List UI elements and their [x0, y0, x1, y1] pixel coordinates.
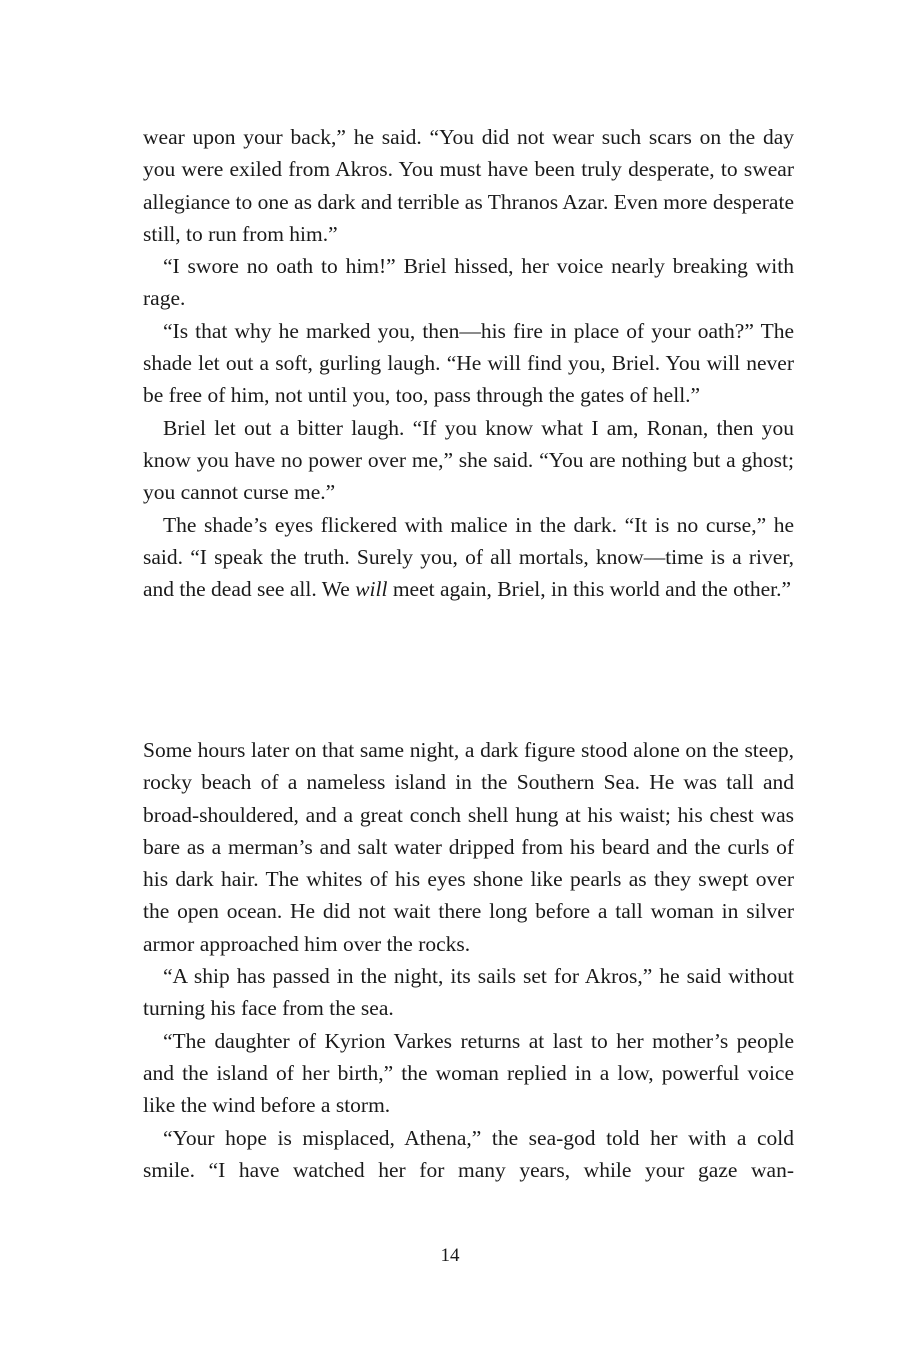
paragraph: “The daughter of Kyrion Varkes returns at last to her mother’s people and the island of her birth,” the woman replied in a low, powerful voice like the wind before a storm.: [143, 1028, 794, 1118]
paragraph: Briel let out a bitter laugh. “If you know what I am, Ronan, then you know you have no power over me,” she said. “You are nothing but a ghost; you cannot curse me.”: [143, 415, 794, 505]
paragraph: wear upon your back,” he said. “You did not wear such scars on the day you were exiled from Akros. You must have been truly desperate, to swear allegiance to one as dark and terrible as Thranos Azar. Even more desperate still, to run from him.”: [143, 125, 794, 246]
paragraph: “A ship has passed in the night, its sails set for Akros,” he said without turning his face from the sea.: [143, 964, 794, 1021]
paragraph: “Your hope is misplaced, Athena,” the sea-god told her with a cold smile. “I have watched her for many years, while your gaze wan-: [143, 1125, 794, 1182]
text-section-2: [143, 734, 794, 1186]
text-section-1: [143, 121, 794, 605]
paragraph-text: meet again, Briel, in this world and the other.”: [387, 577, 792, 602]
paragraph: “Is that why he marked you, then—his fire in place of your oath?” The shade let out a soft, gurling laugh. “He will find you, Briel. You will never be free of him, not until you, too, pass through the gates of hell.”: [143, 318, 794, 408]
page-number: 14: [440, 1245, 460, 1266]
emphasized-word: will: [355, 577, 388, 602]
paragraph-text: The shade’s eyes flickered with malice in the dark. “It is no curse,” he said. “I speak the truth. Surely you, of all mortals, know—time is a river, and the dead see all. We: [143, 512, 794, 602]
paragraph: Some hours later on that same night, a dark figure stood alone on the steep, rocky beach of a nameless island in the Southern Sea. He was tall and broad-shouldered, and a great conch shell hung at his waist; his chest was bare as a merman’s and salt water dripped from his beard and the curls of his dark hair. The whites of his eyes shone like pearls as they swept over the open ocean. He did not wait there long before a tall woman in silver armor approached him over the rocks.: [143, 738, 794, 956]
paragraph: [143, 509, 794, 606]
paragraph: “I swore no oath to him!” Briel hissed, her voice nearly breaking with rage.: [143, 254, 794, 311]
